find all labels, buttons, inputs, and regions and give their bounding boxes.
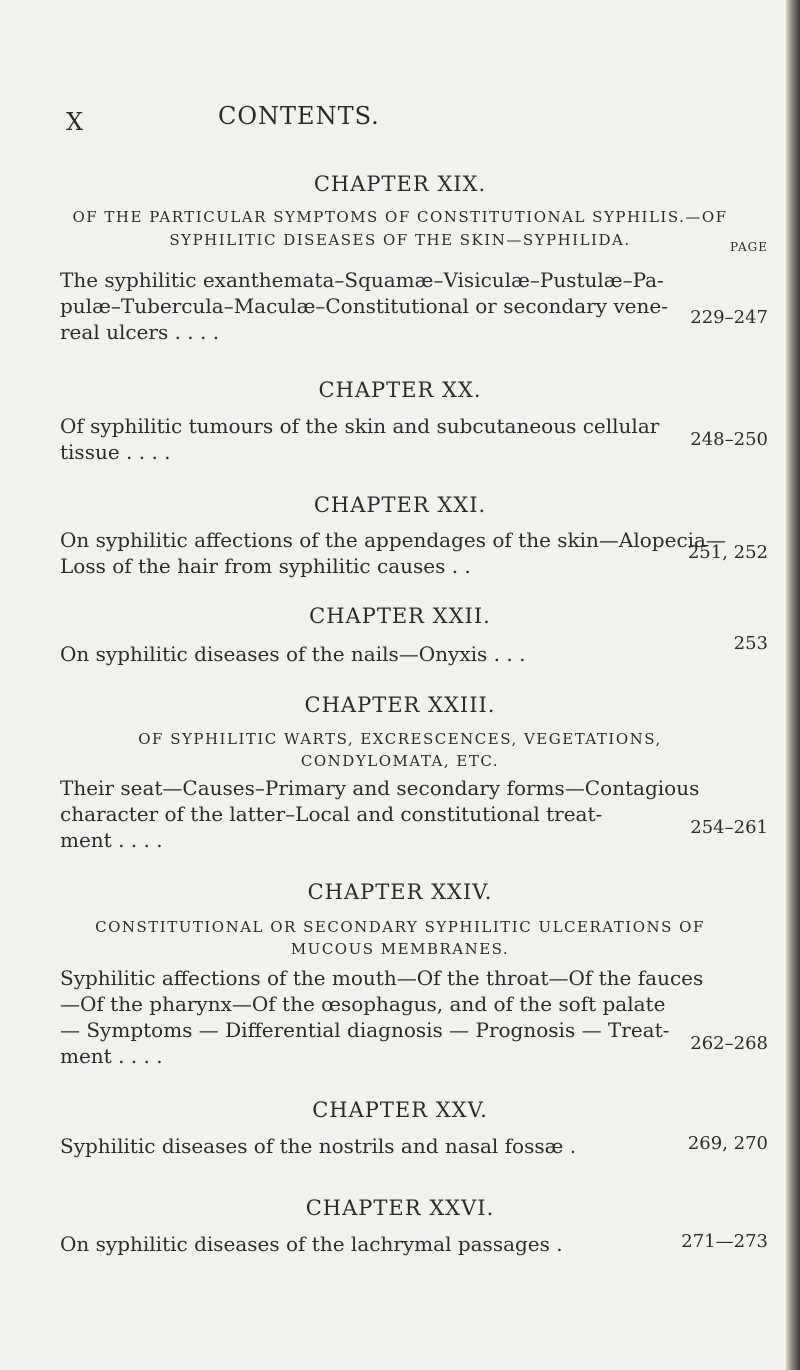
entry-line: Loss of the hair from syphilitic causes . . [60,554,471,578]
entry-line: Of syphilitic tumours of the skin and subcutaneous cellular [60,414,660,438]
page-range: 262–268 [690,1033,768,1054]
entry-line: The syphilitic exanthemata–Squamæ–Visiculæ–Pustulæ–Pa- [60,268,664,292]
entry-line: On syphilitic diseases of the nails—Onyxis . . . [60,642,526,666]
chapter-subtitle-line: MUCOUS MEMBRANES. [290,940,510,958]
entry-line: real ulcers . . . . [60,320,220,344]
chapter-subtitle-line: OF SYPHILITIC WARTS, EXCRESCENCES, VEGETATIONS, [138,730,662,748]
entry-line: ment . . . . [60,1044,163,1068]
page-range: 269, 270 [687,1133,768,1154]
page-letter: X [66,108,84,136]
chapter-heading-xxvi: CHAPTER XXVI. [305,1196,495,1220]
chapter-heading-xix: CHAPTER XIX. [313,172,487,196]
entry-line: —Of the pharynx—Of the œsophagus, and of the soft palate [60,992,666,1016]
chapter-heading-xx: CHAPTER XX. [318,378,482,402]
chapter-subtitle-line: CONDYLOMATA, ETC. [300,752,500,770]
chapter-heading-xxi: CHAPTER XXI. [313,493,487,517]
page-range: 251, 252 [687,542,768,563]
page-range: 248–250 [690,429,768,450]
chapter-subtitle-line: OF THE PARTICULAR SYMPTOMS OF CONSTITUTIONAL SYPHILIS.—OF [72,208,728,226]
chapter-heading-xxii: CHAPTER XXII. [309,604,491,628]
page-range: 254–261 [690,817,768,838]
entry-line: ment . . . . [60,828,163,852]
entry-line: — Symptoms — Differential diagnosis — Prognosis — Treat- [60,1018,670,1042]
chapter-subtitle-line: CONSTITUTIONAL OR SECONDARY SYPHILITIC ULCERATIONS OF [95,918,705,936]
entry-line: Their seat—Causes–Primary and secondary forms—Contagious [60,776,700,800]
entry-line: pulæ–Tubercula–Maculæ–Constitutional or secondary vene- [60,294,668,318]
chapter-heading-xxiii: CHAPTER XXIII. [304,693,496,717]
running-title: CONTENTS. [218,102,380,130]
entry-line: On syphilitic affections of the appendages of the skin—Alopecia— [60,528,726,552]
chapter-heading-xxv: CHAPTER XXV. [312,1098,488,1122]
page-range: 271—273 [681,1231,768,1252]
chapter-heading-xxiv: CHAPTER XXIV. [307,880,493,904]
chapter-subtitle-line: SYPHILITIC DISEASES OF THE SKIN—SYPHILIDA. [169,231,631,249]
entry-line: character of the latter–Local and constitutional treat- [60,802,603,826]
entry-line: tissue . . . . [60,440,171,464]
entry-line: On syphilitic diseases of the lachrymal passages . [60,1232,563,1256]
entry-line: Syphilitic affections of the mouth—Of the throat—Of the fauces [60,966,704,990]
page-column-label: PAGE [730,240,768,254]
page-range: 253 [733,633,768,654]
entry-line: Syphilitic diseases of the nostrils and nasal fossæ . [60,1134,577,1158]
page-range: 229–247 [690,307,768,328]
